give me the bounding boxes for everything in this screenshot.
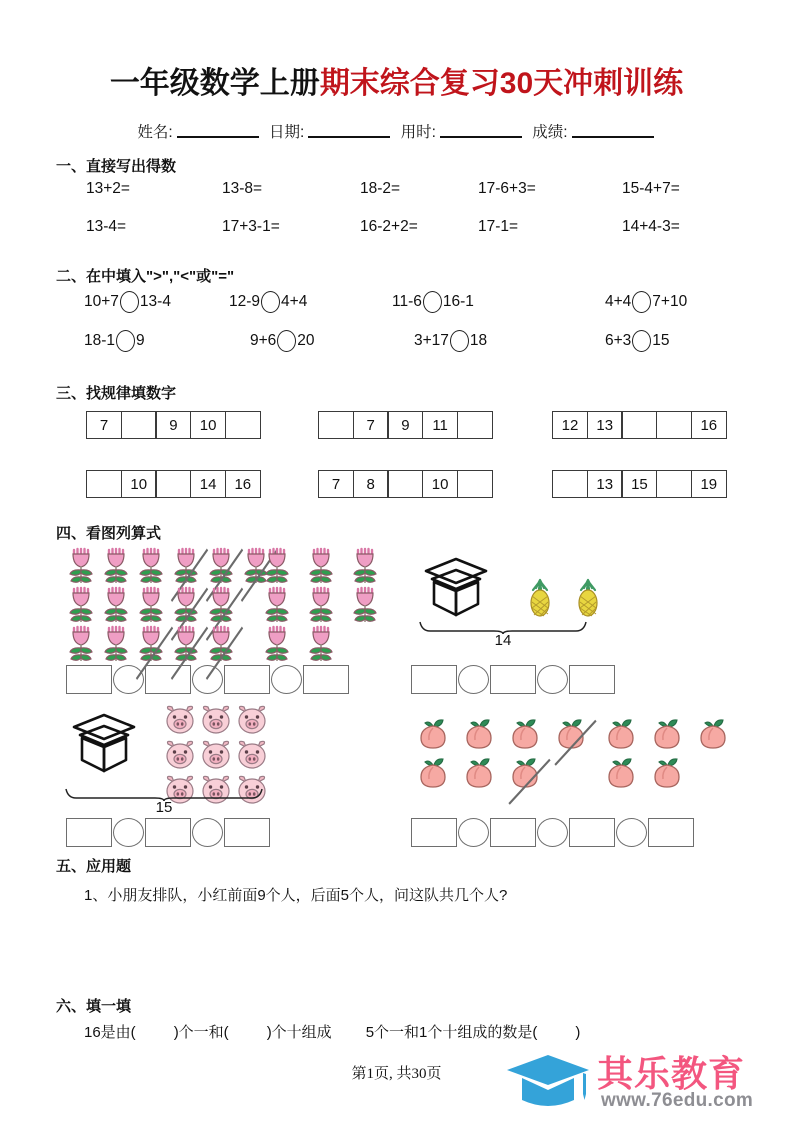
problem-1-4: 17-6+3= <box>478 180 536 197</box>
fb-part4: 5个一和1个十组成的数是( <box>365 1024 538 1041</box>
pattern-cell[interactable] <box>656 470 692 498</box>
answer-square[interactable] <box>648 818 694 847</box>
peach-a-icon <box>508 757 542 794</box>
pattern-cell[interactable]: 19 <box>691 470 727 498</box>
fb-part1: 16是由( <box>84 1024 136 1041</box>
compare-right: 20 <box>297 332 315 349</box>
time-input-line[interactable] <box>440 125 522 138</box>
tulip-b-icon <box>350 585 380 628</box>
compare-circle[interactable] <box>450 330 469 352</box>
compare-left: 12-9 <box>229 293 261 310</box>
compare-1-1 <box>84 291 171 313</box>
peach-a-icon <box>462 718 496 755</box>
arithmetic-row-2 <box>0 218 793 238</box>
problem-1-2: 13-8= <box>222 180 263 197</box>
tulip-a-icon <box>171 624 201 667</box>
pattern-cell[interactable]: 16 <box>691 411 727 439</box>
pattern-cell[interactable]: 7 <box>318 470 354 498</box>
tulip-a-icon <box>136 546 166 589</box>
pattern-cell[interactable]: 7 <box>86 411 122 439</box>
pattern-grid-4 <box>86 470 261 498</box>
answer-circle[interactable] <box>458 665 489 694</box>
compare-1-2 <box>229 291 307 313</box>
tulip-a-icon <box>206 546 236 589</box>
tulip-b-icon <box>306 546 336 589</box>
fb-part5: ) <box>575 1024 581 1041</box>
problem-2-4: 17-1= <box>478 218 519 235</box>
peach-a-icon <box>554 718 588 755</box>
pattern-cell[interactable] <box>621 411 657 439</box>
answer-circle[interactable] <box>192 818 223 847</box>
tulip-b-icon <box>350 546 380 589</box>
pattern-grid-5 <box>318 470 493 498</box>
peach-b-icon <box>604 718 638 755</box>
pattern-cell[interactable]: 11 <box>422 411 458 439</box>
pineapple-icon <box>573 578 603 623</box>
pattern-grid-1 <box>86 411 261 439</box>
answer-square[interactable] <box>490 665 536 694</box>
open-box-pineapple <box>420 556 492 623</box>
section-5-heading: 五、应用题 <box>56 858 132 875</box>
tulip-a-icon <box>206 624 236 667</box>
peach-a-icon <box>416 757 450 794</box>
compare-right: 18 <box>469 332 488 349</box>
answer-circle[interactable] <box>113 665 144 694</box>
answer-circle[interactable] <box>192 665 223 694</box>
title-black: 一年级数学上册 <box>109 67 320 100</box>
tulip-b-icon <box>262 585 292 628</box>
graduation-cap-icon <box>505 1050 591 1121</box>
answer-circle[interactable] <box>537 818 568 847</box>
watermark-logo <box>505 1046 793 1122</box>
compare-circle[interactable] <box>261 291 280 313</box>
pig-icon <box>163 739 197 776</box>
pattern-cell[interactable] <box>457 411 493 439</box>
pattern-grid-3 <box>552 411 727 439</box>
answer-square[interactable] <box>490 818 536 847</box>
compare-2-2 <box>250 330 315 352</box>
pattern-cell[interactable]: 10 <box>190 411 226 439</box>
name-label: 姓名: <box>137 124 173 141</box>
watermark-url: www.76edu.com <box>601 1090 754 1111</box>
pattern-cell[interactable] <box>121 411 157 439</box>
answer-square[interactable] <box>224 665 270 694</box>
tulip-group-b <box>262 546 394 663</box>
pattern-cell[interactable] <box>225 411 261 439</box>
answer-square[interactable] <box>224 818 270 847</box>
pattern-cell[interactable] <box>155 470 191 498</box>
student-info-row <box>0 120 793 142</box>
pattern-cell[interactable]: 13 <box>587 411 623 439</box>
time-label: 用时: <box>400 124 436 141</box>
page-title <box>0 58 793 102</box>
answer-square[interactable] <box>66 665 112 694</box>
compare-right: 9 <box>136 332 145 349</box>
tulip-b-icon <box>262 624 292 667</box>
pig-icon <box>199 704 233 741</box>
problem-2-3: 16-2+2= <box>360 218 418 235</box>
answer-square[interactable] <box>145 818 191 847</box>
compare-circle[interactable] <box>277 330 296 352</box>
tulip-b-icon <box>262 546 292 589</box>
answer-row-pineapples <box>411 665 615 694</box>
tulip-a-icon <box>101 624 131 667</box>
compare-left: 9+6 <box>250 332 277 349</box>
peach-b-icon <box>650 757 684 794</box>
compare-2-1 <box>84 330 145 352</box>
compare-2-3 <box>414 330 487 352</box>
pig-icon <box>163 704 197 741</box>
tulip-a-icon <box>171 546 201 589</box>
open-box-icon <box>420 556 492 618</box>
answer-square[interactable] <box>411 665 457 694</box>
answer-circle[interactable] <box>537 665 568 694</box>
arithmetic-row-1 <box>0 180 793 200</box>
tulip-a-icon <box>66 624 96 667</box>
problem-1-3: 18-2= <box>360 180 401 197</box>
compare-circle[interactable] <box>632 291 651 313</box>
tulip-a-icon <box>101 585 131 628</box>
compare-left: 6+3 <box>605 332 632 349</box>
pig-icon <box>235 739 269 776</box>
fill-blank-line <box>84 1021 580 1042</box>
pig-icon <box>235 704 269 741</box>
compare-right: 13-4 <box>139 293 171 310</box>
compare-left: 4+4 <box>605 293 632 310</box>
peach-b-icon <box>650 718 684 755</box>
watermark-brand: 其乐教育 <box>597 1053 746 1094</box>
peach-group-a <box>416 718 600 796</box>
tulip-a-icon <box>206 585 236 628</box>
pattern-cell[interactable]: 12 <box>552 411 588 439</box>
answer-circle[interactable] <box>616 818 647 847</box>
peach-b-icon <box>696 718 730 755</box>
problem-1-5: 15-4+7= <box>622 180 680 197</box>
compare-left: 11-6 <box>392 293 422 310</box>
section-4-heading: 四、看图列算式 <box>56 525 162 542</box>
open-box-icon <box>68 712 140 774</box>
pattern-cell[interactable] <box>86 470 122 498</box>
pattern-cell[interactable] <box>457 470 493 498</box>
score-label: 成绩: <box>532 124 568 141</box>
brace-total-pig: 15 <box>155 799 173 816</box>
pineapple-group <box>525 578 621 623</box>
tulip-b-icon <box>306 585 336 628</box>
answer-square[interactable] <box>303 665 349 694</box>
pattern-cell[interactable] <box>387 470 423 498</box>
pattern-cell[interactable] <box>318 411 354 439</box>
answer-square[interactable] <box>411 818 457 847</box>
brace-total-pineapple: 14 <box>494 632 512 649</box>
compare-circle[interactable] <box>632 330 651 352</box>
answer-square[interactable] <box>569 818 615 847</box>
pig-icon <box>199 739 233 776</box>
answer-row-pigs <box>66 818 270 847</box>
tulip-group-a <box>66 546 276 663</box>
answer-circle[interactable] <box>458 818 489 847</box>
compare-row-1 <box>0 291 793 317</box>
compare-circle[interactable] <box>116 330 135 352</box>
peach-b-icon <box>604 757 638 794</box>
compare-left: 3+17 <box>414 332 449 349</box>
pattern-cell[interactable]: 16 <box>225 470 261 498</box>
score-input-line[interactable] <box>572 125 654 138</box>
pattern-cell[interactable]: 10 <box>121 470 157 498</box>
compare-row-2 <box>0 330 793 356</box>
problem-1-1: 13+2= <box>86 180 130 197</box>
compare-1-3 <box>392 291 474 313</box>
compare-2-4 <box>605 330 670 352</box>
section-6-heading: 六、填一填 <box>56 998 132 1015</box>
problem-2-5: 14+4-3= <box>622 218 680 235</box>
section-2-heading: 二、在中填入">","<"或"=" <box>56 268 235 285</box>
peach-a-icon <box>416 718 450 755</box>
pattern-grid-6 <box>552 470 727 498</box>
answer-circle[interactable] <box>113 818 144 847</box>
compare-left: 18-1 <box>84 332 116 349</box>
pattern-cell[interactable]: 7 <box>353 411 389 439</box>
pattern-cell[interactable]: 14 <box>190 470 226 498</box>
answer-square[interactable] <box>66 818 112 847</box>
compare-1-4 <box>605 291 687 313</box>
peach-a-icon <box>508 718 542 755</box>
tulip-a-icon <box>66 585 96 628</box>
section-3-heading: 三、找规律填数字 <box>56 385 177 402</box>
name-input-line[interactable] <box>177 125 259 138</box>
answer-square[interactable] <box>145 665 191 694</box>
pattern-cell[interactable]: 8 <box>353 470 389 498</box>
answer-row-tulips <box>66 665 349 694</box>
tulip-a-icon <box>66 546 96 589</box>
page-number: 第1页, 共30页 <box>351 1066 442 1082</box>
problem-2-2: 17+3-1= <box>222 218 280 235</box>
pattern-cell[interactable] <box>552 470 588 498</box>
tulip-a-icon <box>136 585 166 628</box>
pineapple-icon <box>525 578 555 623</box>
word-problem-1: 1、小朋友排队，小红前面9个人，后面5个人，问这队共几个人? <box>84 887 508 904</box>
answer-circle[interactable] <box>271 665 302 694</box>
compare-right: 4+4 <box>281 293 308 310</box>
compare-right: 16-1 <box>442 293 474 310</box>
title-red: 期末综合复习30天冲刺训练 <box>319 67 684 100</box>
open-box-pigs <box>68 712 140 779</box>
date-label: 日期: <box>269 124 305 141</box>
compare-left: 10+7 <box>84 293 119 310</box>
tulip-b-icon <box>306 624 336 667</box>
pattern-grid-2 <box>318 411 493 439</box>
tulip-a-icon <box>101 546 131 589</box>
pattern-cell[interactable]: 9 <box>155 411 191 439</box>
fb-part3: )个十组成 <box>266 1024 332 1041</box>
pattern-cell[interactable]: 15 <box>621 470 657 498</box>
answer-square[interactable] <box>569 665 615 694</box>
peach-group-b <box>604 718 742 796</box>
section-1-heading: 一、直接写出得数 <box>56 158 177 175</box>
pattern-cell[interactable]: 9 <box>387 411 423 439</box>
fb-part2: )个一和( <box>173 1024 229 1041</box>
answer-row-peaches <box>411 818 694 847</box>
pattern-cell[interactable]: 10 <box>422 470 458 498</box>
compare-circle[interactable] <box>423 291 442 313</box>
pattern-cell[interactable]: 13 <box>587 470 623 498</box>
compare-circle[interactable] <box>120 291 139 313</box>
peach-a-icon <box>462 757 496 794</box>
compare-right: 7+10 <box>652 293 688 310</box>
problem-2-1: 13-4= <box>86 218 127 235</box>
tulip-a-icon <box>171 585 201 628</box>
pattern-cell[interactable] <box>656 411 692 439</box>
date-input-line[interactable] <box>308 125 390 138</box>
compare-right: 15 <box>652 332 670 349</box>
tulip-a-icon <box>136 624 166 667</box>
